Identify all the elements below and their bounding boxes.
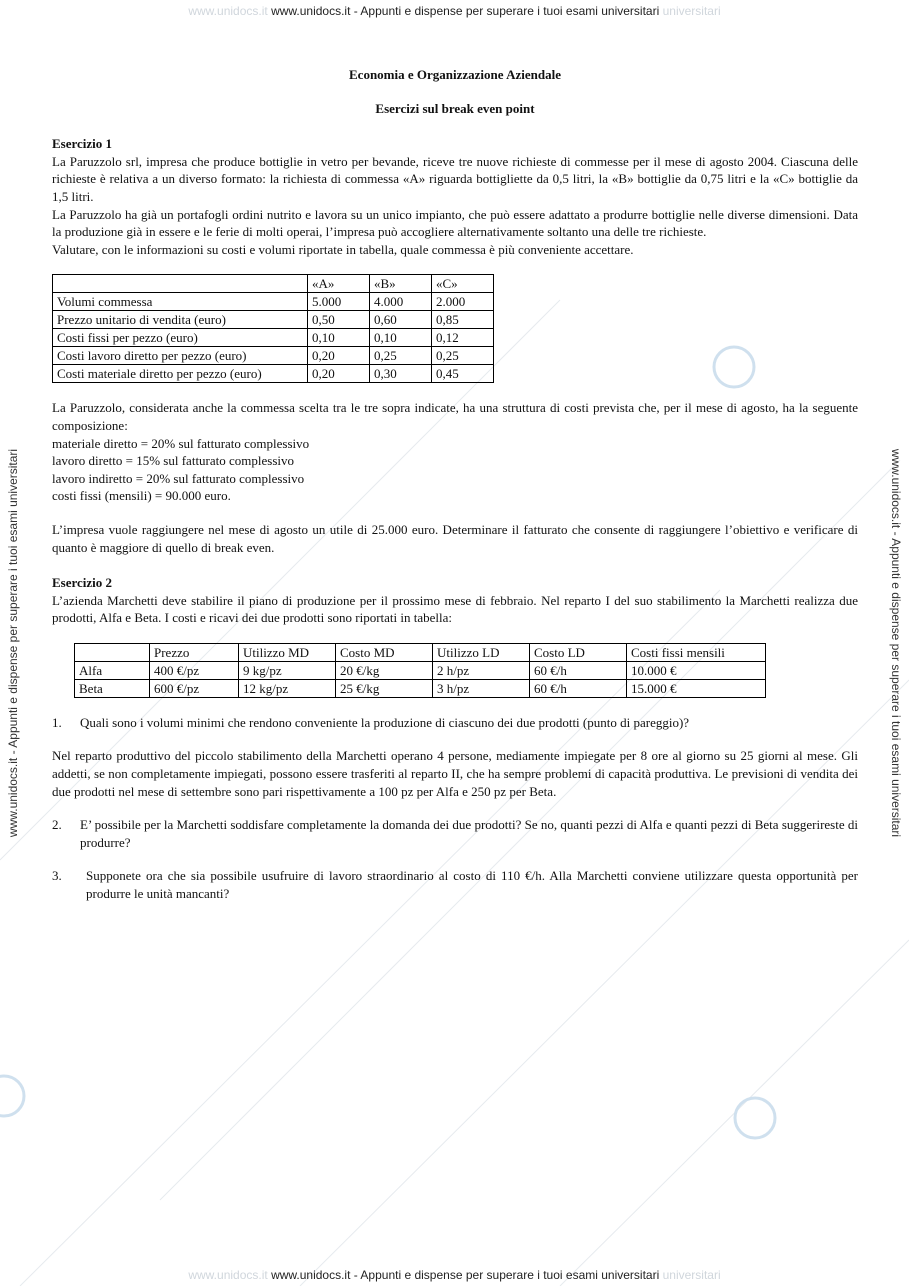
document-title: Economia e Organizzazione Aziendale xyxy=(349,67,561,82)
table-row xyxy=(75,661,766,679)
table-cell: 60 €/h xyxy=(530,661,627,679)
exercise-1-paragraph: La Paruzzolo, considerata anche la commessa scelta tra le tre sopra indicate, ha una struttura di costi prevista che, per il mese di agosto, ha la seguente composizione: xyxy=(52,400,858,433)
table-row xyxy=(53,293,494,311)
cost-line: costi fissi (mensili) = 90.000 euro. xyxy=(52,488,231,504)
table-cell: 0,20 xyxy=(308,347,370,365)
table-cell: 25 €/kg xyxy=(336,679,433,697)
exercise-1-table xyxy=(52,274,494,383)
table-cell: 0,10 xyxy=(308,329,370,347)
exercise-2-paragraph: L’azienda Marchetti deve stabilire il piano di produzione per il prossimo mese di febbraio. Nel reparto I del suo stabilimento la Marchetti realizza due prodotti, Alfa e Beta. I costi e ricavi dei due prodotti sono riportati in tabella: xyxy=(52,592,858,626)
exercise-2-heading: Esercizio 2 xyxy=(52,575,113,591)
exercise-1-paragraph: La Paruzzolo srl, impresa che produce bottiglie in vetro per bevande, riceve tre nuove richieste di commesse per il mese di agosto 2004. Ciascuna delle richieste è relativa a un diverso formato: la richiesta di commessa «A» riguarda bottigliette da 0,5 litri, la «B» bottiglie da 0,75 litri e la «C» bottiglie da 1,5 litri. xyxy=(52,153,858,204)
table-cell xyxy=(75,643,150,661)
table-cell: 4.000 xyxy=(370,293,432,311)
table-cell: Costi fissi per pezzo (euro) xyxy=(53,329,308,347)
question-number: 3. xyxy=(52,868,62,884)
table-header-cell: Costo MD xyxy=(336,643,433,661)
cost-line: materiale diretto = 20% sul fatturato complessivo xyxy=(52,435,310,451)
question-text: E’ possibile per la Marchetti soddisfare completamente la domanda dei due prodotti? Se no, quanti pezzi di Alfa e quanti pezzi di Beta suggerireste di produrre? xyxy=(80,817,858,850)
table-cell: Volumi commessa xyxy=(53,293,308,311)
table-cell: Costi lavoro diretto per pezzo (euro) xyxy=(53,347,308,365)
document-subtitle: Esercizi sul break even point xyxy=(375,100,535,116)
table-cell: 0,85 xyxy=(432,311,494,329)
table-cell: 0,12 xyxy=(432,329,494,347)
table-row xyxy=(53,365,494,383)
table-cell: 0,30 xyxy=(370,365,432,383)
table-cell: 20 €/kg xyxy=(336,661,433,679)
question-1 xyxy=(52,714,858,732)
question-2 xyxy=(52,816,858,851)
cost-line: lavoro indiretto = 20% sul fatturato complessivo xyxy=(52,470,305,486)
table-cell: 9 kg/pz xyxy=(239,661,336,679)
exercise-1-heading: Esercizio 1 xyxy=(52,136,113,152)
table-cell: 0,10 xyxy=(370,329,432,347)
document-page xyxy=(52,60,858,903)
question-number: 2. xyxy=(52,817,62,833)
table-header-cell: «A» xyxy=(308,275,370,293)
table-cell: 10.000 € xyxy=(627,661,766,679)
exercise-2-table xyxy=(74,643,766,698)
table-header-cell: «B» xyxy=(370,275,432,293)
table-cell: Alfa xyxy=(75,661,150,679)
watermark-bottom: www.unidocs.it www.unidocs.it - Appunti e dispense per superare i tuoi esami universitari universitari xyxy=(188,1268,721,1282)
table-header-cell: Utilizzo LD xyxy=(433,643,530,661)
table-cell: 2 h/pz xyxy=(433,661,530,679)
table-header-cell: Utilizzo MD xyxy=(239,643,336,661)
watermark-left-side: www.unidocs.it - Appunti e dispense per superare i tuoi esami universitari xyxy=(6,448,20,838)
table-header-cell: Prezzo xyxy=(150,643,239,661)
question-3 xyxy=(52,867,858,902)
table-header-row xyxy=(75,643,766,661)
exercise-2-paragraph: Nel reparto produttivo del piccolo stabilimento della Marchetti operano 4 persone, mediamente impiegate per 8 ore al giorno su 25 giorni al mese. Gli addetti, se non completamente impiegati, possono essere trasferiti al reparto II, che ha sempre problemi di capacità produttiva. Le previsioni di vendita dei due prodotti nel mese di settembre sono pari rispettivamente a 100 pz per Alfa e 250 pz per Beta. xyxy=(52,748,858,799)
table-cell: Beta xyxy=(75,679,150,697)
table-cell: 0,45 xyxy=(432,365,494,383)
question-text: Quali sono i volumi minimi che rendono conveniente la produzione di ciascuno dei due prodotti (punto di pareggio)? xyxy=(80,714,690,730)
table-cell: 15.000 € xyxy=(627,679,766,697)
table-cell: 0,60 xyxy=(370,311,432,329)
exercise-1-paragraph: Valutare, con le informazioni su costi e volumi riportate in tabella, quale commessa è più conveniente accettare. xyxy=(52,241,634,257)
watermark-right-side: www.unidocs.it - Appunti e dispense per superare i tuoi esami universitari xyxy=(889,448,903,838)
table-cell: Costi materiale diretto per pezzo (euro) xyxy=(53,365,308,383)
question-number: 1. xyxy=(52,714,62,730)
cost-line: lavoro diretto = 15% sul fatturato complessivo xyxy=(52,453,295,469)
table-cell: 0,25 xyxy=(370,347,432,365)
table-row xyxy=(53,347,494,365)
table-cell: 5.000 xyxy=(308,293,370,311)
table-cell: 2.000 xyxy=(432,293,494,311)
table-cell: 0,50 xyxy=(308,311,370,329)
watermark-bottom-text: www.unidocs.it - Appunti e dispense per superare i tuoi esami universitari xyxy=(271,1268,660,1282)
table-cell xyxy=(53,275,308,293)
table-cell: 400 €/pz xyxy=(150,661,239,679)
exercise-1-paragraph: L’impresa vuole raggiungere nel mese di agosto un utile di 25.000 euro. Determinare il fatturato che consente di raggiungere l’obiettivo e verificare di quanto è maggiore di quello di break even. xyxy=(52,521,858,555)
table-cell: 3 h/pz xyxy=(433,679,530,697)
table-header-cell: «C» xyxy=(432,275,494,293)
table-row xyxy=(75,679,766,697)
table-cell: 600 €/pz xyxy=(150,679,239,697)
table-cell: 0,20 xyxy=(308,365,370,383)
table-header-row xyxy=(53,275,494,293)
table-cell: 0,25 xyxy=(432,347,494,365)
watermark-top-text: www.unidocs.it - Appunti e dispense per superare i tuoi esami universitari xyxy=(271,4,660,18)
table-row xyxy=(53,329,494,347)
table-row xyxy=(53,311,494,329)
table-header-cell: Costi fissi mensili xyxy=(627,643,766,661)
exercise-1-paragraph: La Paruzzolo ha già un portafogli ordini nutrito e lavora su un unico impianto, che può essere adattato a produrre bottiglie nelle diverse dimensioni. Data la produzione già in essere e le ferie di molti operai, l’impresa può accogliere alternativamente soltanto una delle tre richieste. xyxy=(52,206,858,240)
table-cell: 12 kg/pz xyxy=(239,679,336,697)
table-cell: Prezzo unitario di vendita (euro) xyxy=(53,311,308,329)
table-cell: 60 €/h xyxy=(530,679,627,697)
watermark-top: www.unidocs.it www.unidocs.it - Appunti e dispense per superare i tuoi esami universitari universitari xyxy=(188,4,721,18)
table-header-cell: Costo LD xyxy=(530,643,627,661)
question-text: Supponete ora che sia possibile usufruire di lavoro straordinario al costo di 110 €/h. Alla Marchetti conviene utilizzare questa opportunità per produrre le unità mancanti? xyxy=(86,868,858,902)
